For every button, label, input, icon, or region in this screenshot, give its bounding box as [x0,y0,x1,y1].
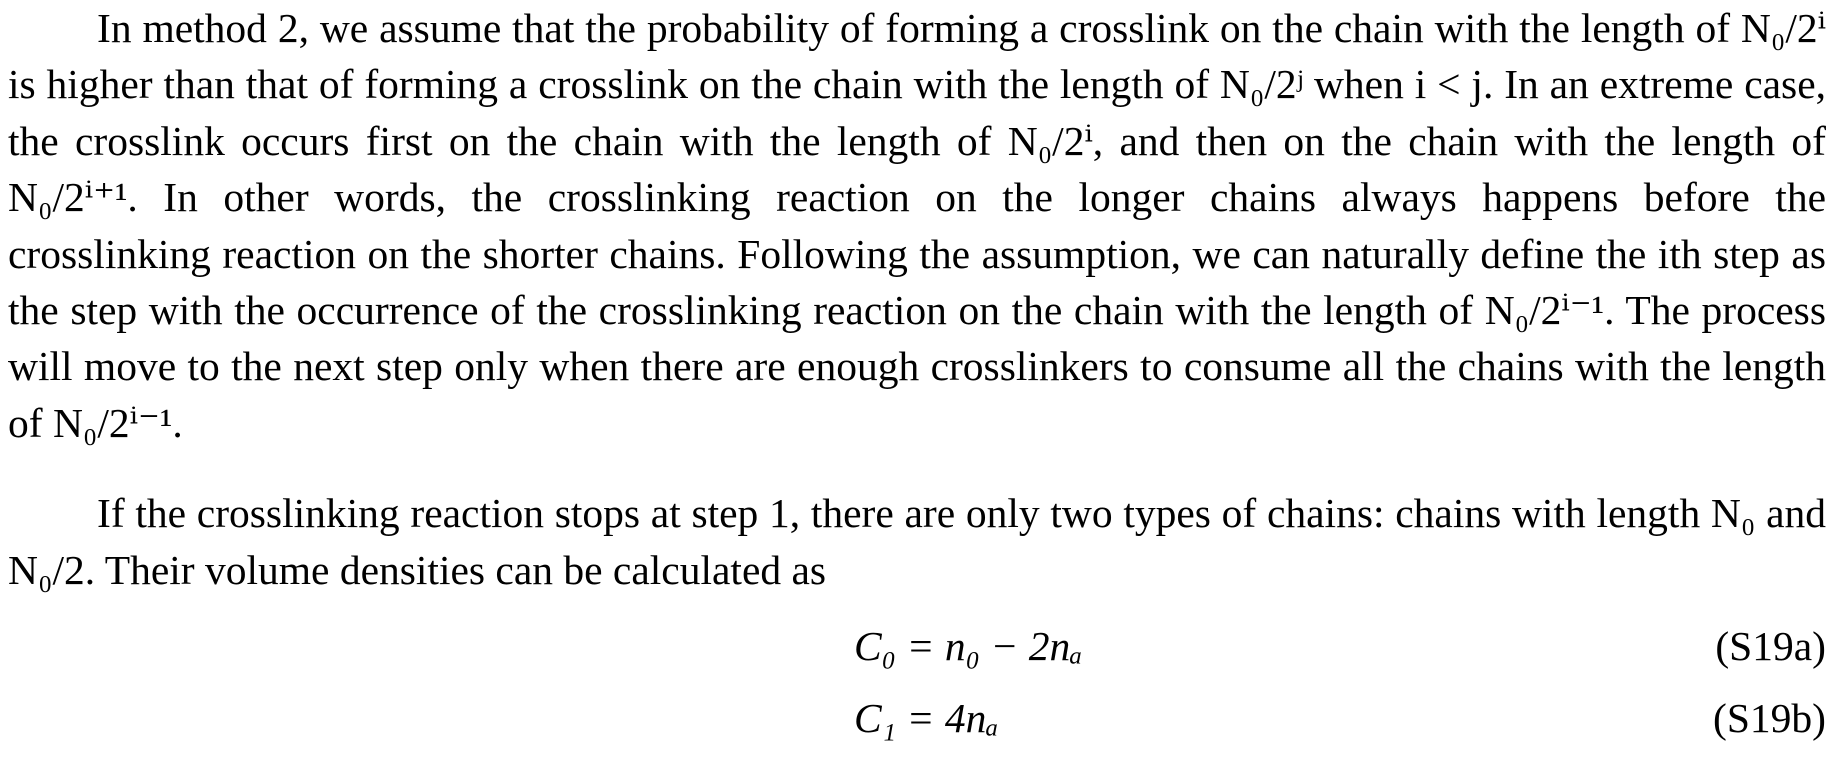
paper-page [8,0,1826,746]
equation-s19b-label: (S19b) [1713,695,1826,742]
paragraph-step-1: If the crosslinking reaction stops at step 1, there are only two types of chains: chains with length N₀ and N₀/2. Their volume densities can be calculated as [8,490,1826,593]
equation-s19b [8,690,1826,746]
equation-s19b-body: C₁ = 4nₐ [854,695,999,742]
equation-s19a-body: C₀ = n₀ − 2nₐ [854,623,1083,670]
equation-s19a-label: (S19a) [1715,623,1826,670]
equation-s19a [8,618,1826,674]
paragraph-method-2: In method 2, we assume that the probability of forming a crosslink on the chain with the length of N₀/2ⁱ is higher than that of forming a crosslink on the chain with the length of N₀/2ʲ when i < j. In an extreme case, the crosslink occurs first on the chain with the length of N₀/2ⁱ, and then on the chain with the length of N₀/2ⁱ⁺¹. In other words, the crosslinking reaction on the longer chains always happens before the crosslinking reaction on the shorter chains. Following the assumption, we can naturally define the ith step as the step with the occurrence of the crosslinking reaction on the chain with the length of N₀/2ⁱ⁻¹. The process will move to the next step only when there are enough crosslinkers to consume all the chains with the length of N₀/2ⁱ⁻¹. [8,5,1826,446]
